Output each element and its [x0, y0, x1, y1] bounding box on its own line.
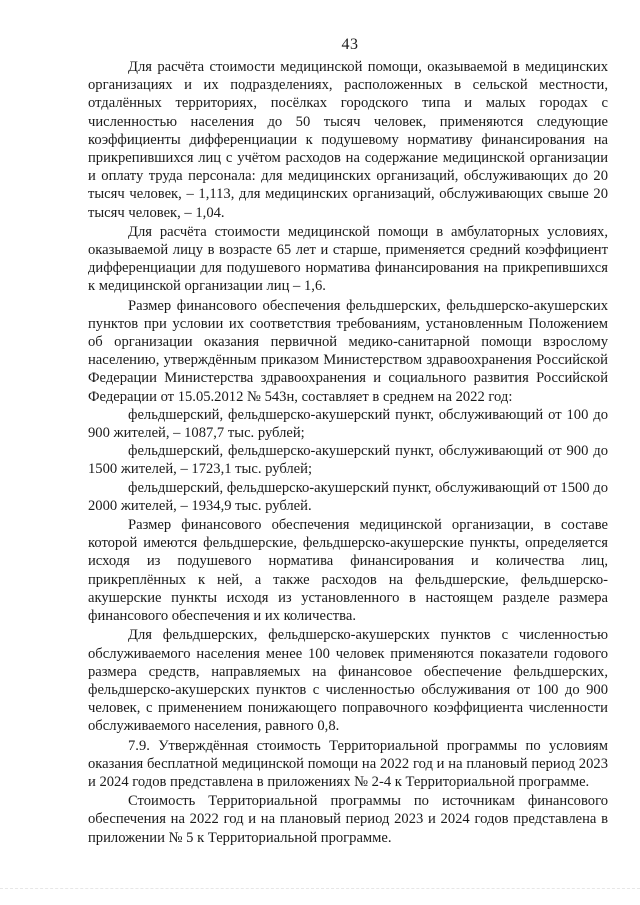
scan-edge: [0, 888, 640, 905]
paragraph: Стоимость Территориальной программы по источникам финансового обеспечения на 2022 год и на плановый период 2023 и 2024 годов представлена в приложении № 5 к Территориальной программе.: [88, 793, 608, 846]
paragraph: Для расчёта стоимости медицинской помощи в амбулаторных условиях, оказываемой лицу в возрасте 65 лет и старше, применяется средний коэффициент дифференциации для подушевого норматива финансирования на прикрепившихся к медицинской организации лиц – 1,6.: [88, 223, 608, 295]
document-body: [88, 58, 608, 847]
list-item: фельдшерский, фельдшерско-акушерский пункт, обслуживающий от 1500 до 2000 жителей, – 1934,9 тыс. рублей.: [88, 479, 608, 514]
paragraph: Размер финансового обеспечения медицинской организации, в составе которой имеются фельдшерские, фельдшерско-акушерские пункты, определяется исходя из подушевого норматива финансирования и количества лиц, прикреплённых к ней, а также расходов на фельдшерские, фельдшерско-акушерские пункты исходя из установленного в настоящем разделе размера финансового обеспечения и их количества.: [88, 517, 608, 625]
paragraph: Для расчёта стоимости медицинской помощи, оказываемой в медицинских организациях и их подразделениях, расположенных в сельской местности, отдалённых территориях, посёлках городского типа и малых городах с численностью населения до 50 тысяч человек, применяются следующие коэффициенты дифференциации к подушевому нормативу финансирования на прикрепившихся лиц с учётом расходов на содержание медицинской организации и оплату труда персонала: для медицинских организаций, обслуживающих до 20 тысяч человек, – 1,113, для медицинских организаций, обслуживающих свыше 20 тысяч человек, – 1,04.: [88, 59, 608, 221]
paragraph: Размер финансового обеспечения фельдшерских, фельдшерско-акушерских пунктов при условии их соответствия требованиям, установленным Положением об организации оказания первичной медико-санитарной помощи взрослому населению, утверждённым приказом Министерством здравоохранения Российской Федерации Министерства здравоохранения и социального развития Российской Федерации от 15.05.2012 № 543н, составляет в среднем на 2022 год:: [88, 297, 608, 405]
list-item: фельдшерский, фельдшерско-акушерский пункт, обслуживающий от 100 до 900 жителей, – 1087,7 тыс. рублей;: [88, 406, 608, 442]
paragraph: 7.9. Утверждённая стоимость Территориальной программы по условиям оказания бесплатной медицинской помощи на 2022 год и на плановый период 2023 и 2024 годов представлена в приложениях № 2-4 к Территориальной программе.: [88, 737, 608, 790]
page-number: 43: [341, 36, 359, 53]
paragraph: Для фельдшерских, фельдшерско-акушерских пунктов с численностью обслуживаемого населения менее 100 человек применяются показатели годового размера средств, направляемых на финансовое обеспечение фельдшерских, фельдшерско-акушерских пунктов с численностью обслуживания от 100 до 900 человек, с применением понижающего поправочного коэффициента численности обслуживаемого населения, равного 0,8.: [88, 627, 608, 735]
list-item: фельдшерский, фельдшерско-акушерский пункт, обслуживающий от 900 до 1500 жителей, – 1723,1 тыс. рублей;: [88, 443, 608, 478]
